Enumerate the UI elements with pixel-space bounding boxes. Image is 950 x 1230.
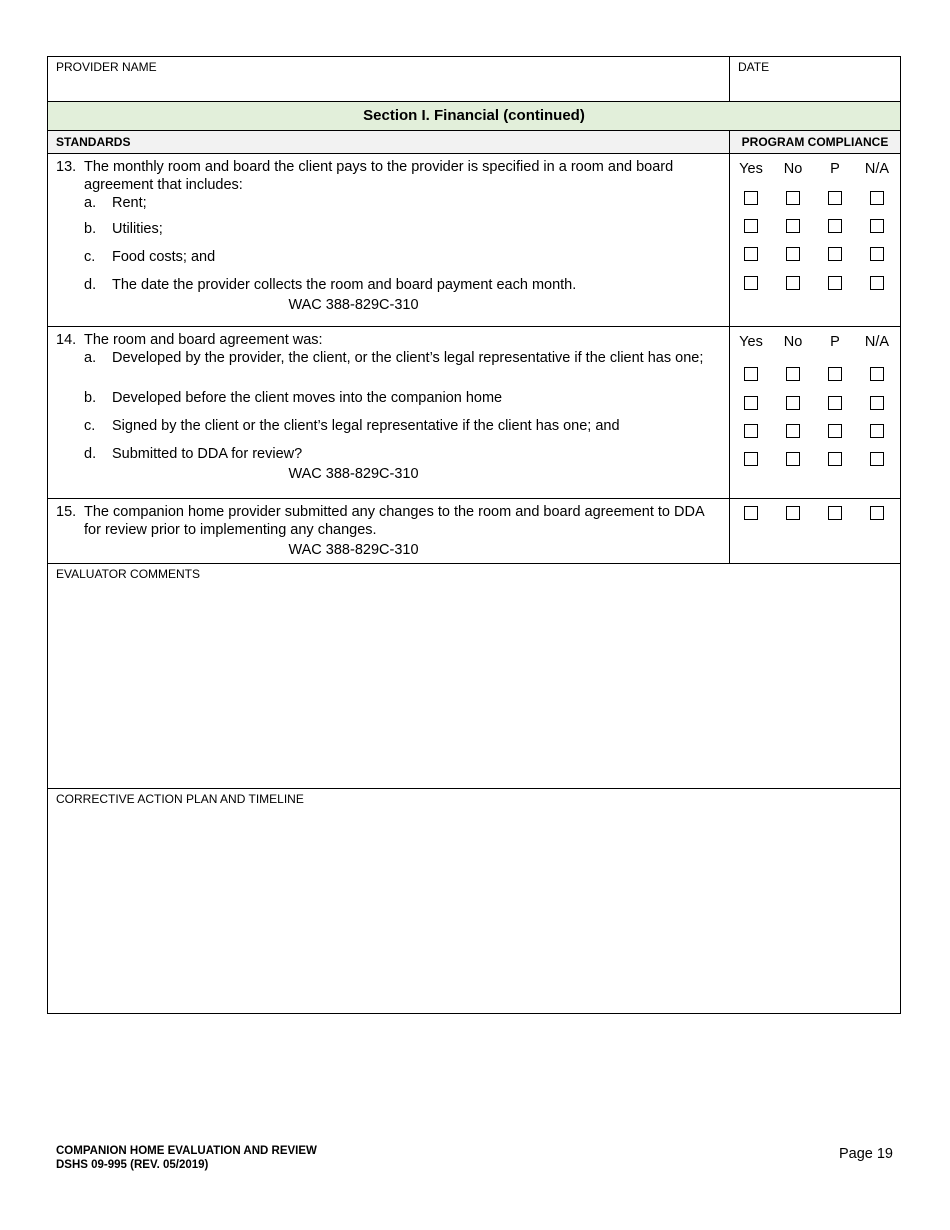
p-checkbox[interactable]: [828, 424, 842, 438]
section-title: Section I. Financial (continued): [48, 102, 900, 131]
page-number: Page 19: [838, 1146, 893, 1162]
compliance-header: [730, 327, 900, 353]
no-label: No: [783, 161, 803, 177]
evaluation-form: [47, 56, 901, 1014]
na-checkbox[interactable]: [870, 276, 884, 290]
form-footer: [56, 1144, 317, 1172]
date-label: DATE: [738, 60, 770, 74]
checkbox-row-13b: [730, 219, 898, 233]
no-checkbox[interactable]: [786, 367, 800, 381]
na-label: N/A: [864, 334, 890, 350]
checkbox-row-13c: [730, 247, 898, 261]
item-text: The date the provider collects the room and board payment each month.: [112, 277, 577, 293]
no-checkbox[interactable]: [786, 396, 800, 410]
checkbox-row-14a: [730, 367, 898, 381]
question-14: [48, 327, 730, 498]
compliance-header: [730, 154, 900, 180]
item-letter: c.: [84, 418, 96, 434]
no-label: No: [783, 334, 803, 350]
form-title: COMPANION HOME EVALUATION AND REVIEW: [56, 1145, 317, 1157]
no-checkbox[interactable]: [786, 219, 800, 233]
item-letter: d.: [84, 446, 97, 462]
p-checkbox[interactable]: [828, 247, 842, 261]
provider-name-field[interactable]: [48, 57, 730, 101]
checkbox-row-14c: [730, 424, 898, 438]
na-checkbox[interactable]: [870, 506, 884, 520]
item-text: Rent;: [112, 195, 147, 211]
yes-checkbox[interactable]: [744, 247, 758, 261]
question-number: 15.: [56, 504, 77, 520]
p-checkbox[interactable]: [828, 506, 842, 520]
corrective-action-label: CORRECTIVE ACTION PLAN AND TIMELINE: [56, 792, 304, 806]
form-number: DSHS 09-995 (REV. 05/2019): [56, 1159, 209, 1171]
program-compliance-header: PROGRAM COMPLIANCE: [741, 135, 889, 149]
na-checkbox[interactable]: [870, 367, 884, 381]
item-letter: c.: [84, 249, 96, 265]
date-field[interactable]: [730, 57, 900, 101]
no-checkbox[interactable]: [786, 191, 800, 205]
p-checkbox[interactable]: [828, 396, 842, 410]
yes-label: Yes: [739, 161, 763, 177]
question-number: 13.: [56, 159, 77, 175]
na-checkbox[interactable]: [870, 219, 884, 233]
wac-reference: WAC 388-829C-310: [288, 466, 419, 482]
compliance-14: [730, 327, 900, 498]
question-text: The companion home provider submitted any changes to the room and board agreement to DDA for review prior to implementing any changes.: [84, 504, 704, 538]
no-checkbox[interactable]: [786, 452, 800, 466]
na-checkbox[interactable]: [870, 191, 884, 205]
yes-checkbox[interactable]: [744, 191, 758, 205]
na-checkbox[interactable]: [870, 424, 884, 438]
item-text: Developed by the provider, the client, or the client’s legal representative if the client has one;: [112, 350, 704, 366]
no-checkbox[interactable]: [786, 506, 800, 520]
question-15-row: [48, 499, 900, 564]
compliance-15: [730, 499, 900, 563]
p-checkbox[interactable]: [828, 219, 842, 233]
item-letter: d.: [84, 277, 97, 293]
no-checkbox[interactable]: [786, 424, 800, 438]
checkbox-row-14d: [730, 452, 898, 466]
item-text: Utilities;: [112, 221, 163, 237]
yes-checkbox[interactable]: [744, 396, 758, 410]
p-label: P: [830, 334, 840, 350]
yes-checkbox[interactable]: [744, 219, 758, 233]
item-text: Food costs; and: [112, 249, 216, 265]
question-text: The room and board agreement was:: [84, 332, 323, 348]
checkbox-row-13a: [730, 191, 898, 205]
yes-checkbox[interactable]: [744, 276, 758, 290]
wac-reference: WAC 388-829C-310: [288, 297, 419, 313]
na-checkbox[interactable]: [870, 452, 884, 466]
question-number: 14.: [56, 332, 77, 348]
na-checkbox[interactable]: [870, 396, 884, 410]
evaluator-comments-label: EVALUATOR COMMENTS: [56, 567, 201, 581]
wac-reference: WAC 388-829C-310: [288, 542, 419, 558]
question-text: The monthly room and board the client pays to the provider is specified in a room and board agreement that includes:: [84, 159, 674, 193]
evaluator-comments-box[interactable]: [48, 564, 900, 789]
p-label: P: [830, 161, 840, 177]
p-checkbox[interactable]: [828, 191, 842, 205]
question-13-row: [48, 154, 900, 327]
item-text: Signed by the client or the client’s legal representative if the client has one; and: [112, 418, 620, 434]
item-text: Submitted to DDA for review?: [112, 446, 303, 462]
p-checkbox[interactable]: [828, 452, 842, 466]
item-letter: b.: [84, 390, 97, 406]
provider-name-label: PROVIDER NAME: [56, 60, 157, 74]
na-checkbox[interactable]: [870, 247, 884, 261]
yes-checkbox[interactable]: [744, 367, 758, 381]
na-label: N/A: [864, 161, 890, 177]
question-15: [48, 499, 730, 563]
p-checkbox[interactable]: [828, 367, 842, 381]
compliance-13: [730, 154, 900, 326]
no-checkbox[interactable]: [786, 276, 800, 290]
column-header-row: [48, 131, 900, 154]
item-letter: a.: [84, 195, 97, 211]
question-14-row: [48, 327, 900, 499]
corrective-action-box[interactable]: [48, 789, 900, 1013]
item-letter: a.: [84, 350, 97, 366]
yes-checkbox[interactable]: [744, 506, 758, 520]
standards-header: STANDARDS: [56, 135, 131, 149]
item-letter: b.: [84, 221, 97, 237]
question-13: [48, 154, 730, 326]
checkbox-row-15: [730, 506, 898, 520]
yes-label: Yes: [739, 334, 763, 350]
checkbox-row-14b: [730, 396, 898, 410]
yes-checkbox[interactable]: [744, 424, 758, 438]
item-text: Developed before the client moves into the companion home: [112, 390, 503, 406]
no-checkbox[interactable]: [786, 247, 800, 261]
checkbox-row-13d: [730, 276, 898, 290]
header-row: [48, 57, 900, 102]
p-checkbox[interactable]: [828, 276, 842, 290]
yes-checkbox[interactable]: [744, 452, 758, 466]
